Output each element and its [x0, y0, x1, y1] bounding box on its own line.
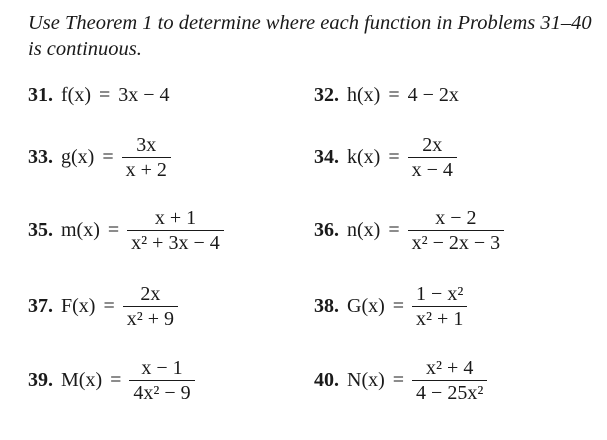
function-name: n(x) [347, 219, 381, 241]
equals-sign: = [392, 369, 405, 391]
problem-37 [28, 282, 178, 331]
function-expression: 4 − 2x [407, 84, 459, 106]
problem-number: 31. [28, 84, 53, 106]
numerator: x + 1 [154, 207, 197, 229]
problem-number: 38. [314, 295, 339, 317]
denominator: x² + 1 [416, 308, 464, 330]
numerator: x − 1 [141, 357, 183, 379]
numerator: x² + 4 [426, 357, 474, 379]
denominator: x² + 9 [126, 308, 175, 330]
problem-35 [28, 206, 224, 255]
equals-sign: = [107, 219, 120, 241]
equals-sign: = [98, 84, 111, 106]
fraction [127, 206, 224, 255]
function-name: F(x) [61, 295, 96, 317]
function-name: k(x) [347, 146, 381, 168]
fraction [122, 133, 171, 182]
denominator: x² + 3x − 4 [131, 232, 220, 254]
fraction [412, 282, 467, 331]
function-name: f(x) [61, 84, 91, 106]
problem-number: 40. [314, 369, 339, 391]
equals-sign: = [110, 369, 122, 391]
problem-number: 33. [28, 146, 53, 168]
problem-number: 36. [314, 219, 339, 241]
function-name: M(x) [61, 369, 103, 391]
problem-number: 35. [28, 219, 53, 241]
problem-number: 32. [314, 84, 339, 106]
problem-number: 39. [28, 369, 53, 391]
numerator: 1 − x² [416, 283, 464, 305]
problem-number: 34. [314, 146, 339, 168]
instruction-text: Use Theorem 1 to determine where each function in Problems 31–40 is continuous. [28, 12, 592, 60]
equals-sign: = [388, 84, 400, 106]
function-name: m(x) [61, 219, 100, 241]
function-name: h(x) [347, 84, 381, 106]
problem-36 [314, 206, 504, 255]
fraction [408, 133, 457, 182]
problem-number: 37. [28, 295, 53, 317]
fraction [123, 282, 178, 331]
denominator: x² − 2x − 3 [411, 232, 501, 254]
equals-sign: = [392, 295, 405, 317]
denominator: x − 4 [411, 159, 453, 181]
fraction [129, 356, 194, 405]
denominator: x + 2 [125, 159, 167, 181]
equals-sign: = [103, 295, 115, 317]
function-name: N(x) [347, 369, 385, 391]
numerator: 2x [140, 283, 161, 305]
problem-34 [314, 133, 457, 182]
problem-32 [314, 84, 459, 107]
problem-33 [28, 133, 171, 182]
fraction [408, 206, 505, 255]
equals-sign: = [102, 146, 114, 168]
numerator: x − 2 [435, 207, 477, 229]
problem-31 [28, 84, 170, 107]
numerator: 3x [136, 134, 157, 156]
function-expression: 3x − 4 [118, 84, 170, 106]
numerator: 2x [422, 134, 443, 156]
problem-39 [28, 356, 195, 405]
equals-sign: = [388, 219, 400, 241]
function-name: G(x) [347, 295, 385, 317]
function-name: g(x) [61, 146, 95, 168]
equals-sign: = [388, 146, 400, 168]
problem-40 [314, 356, 487, 405]
fraction [412, 356, 487, 405]
problem-38 [314, 282, 467, 331]
denominator: 4 − 25x² [416, 382, 484, 404]
denominator: 4x² − 9 [133, 382, 191, 404]
